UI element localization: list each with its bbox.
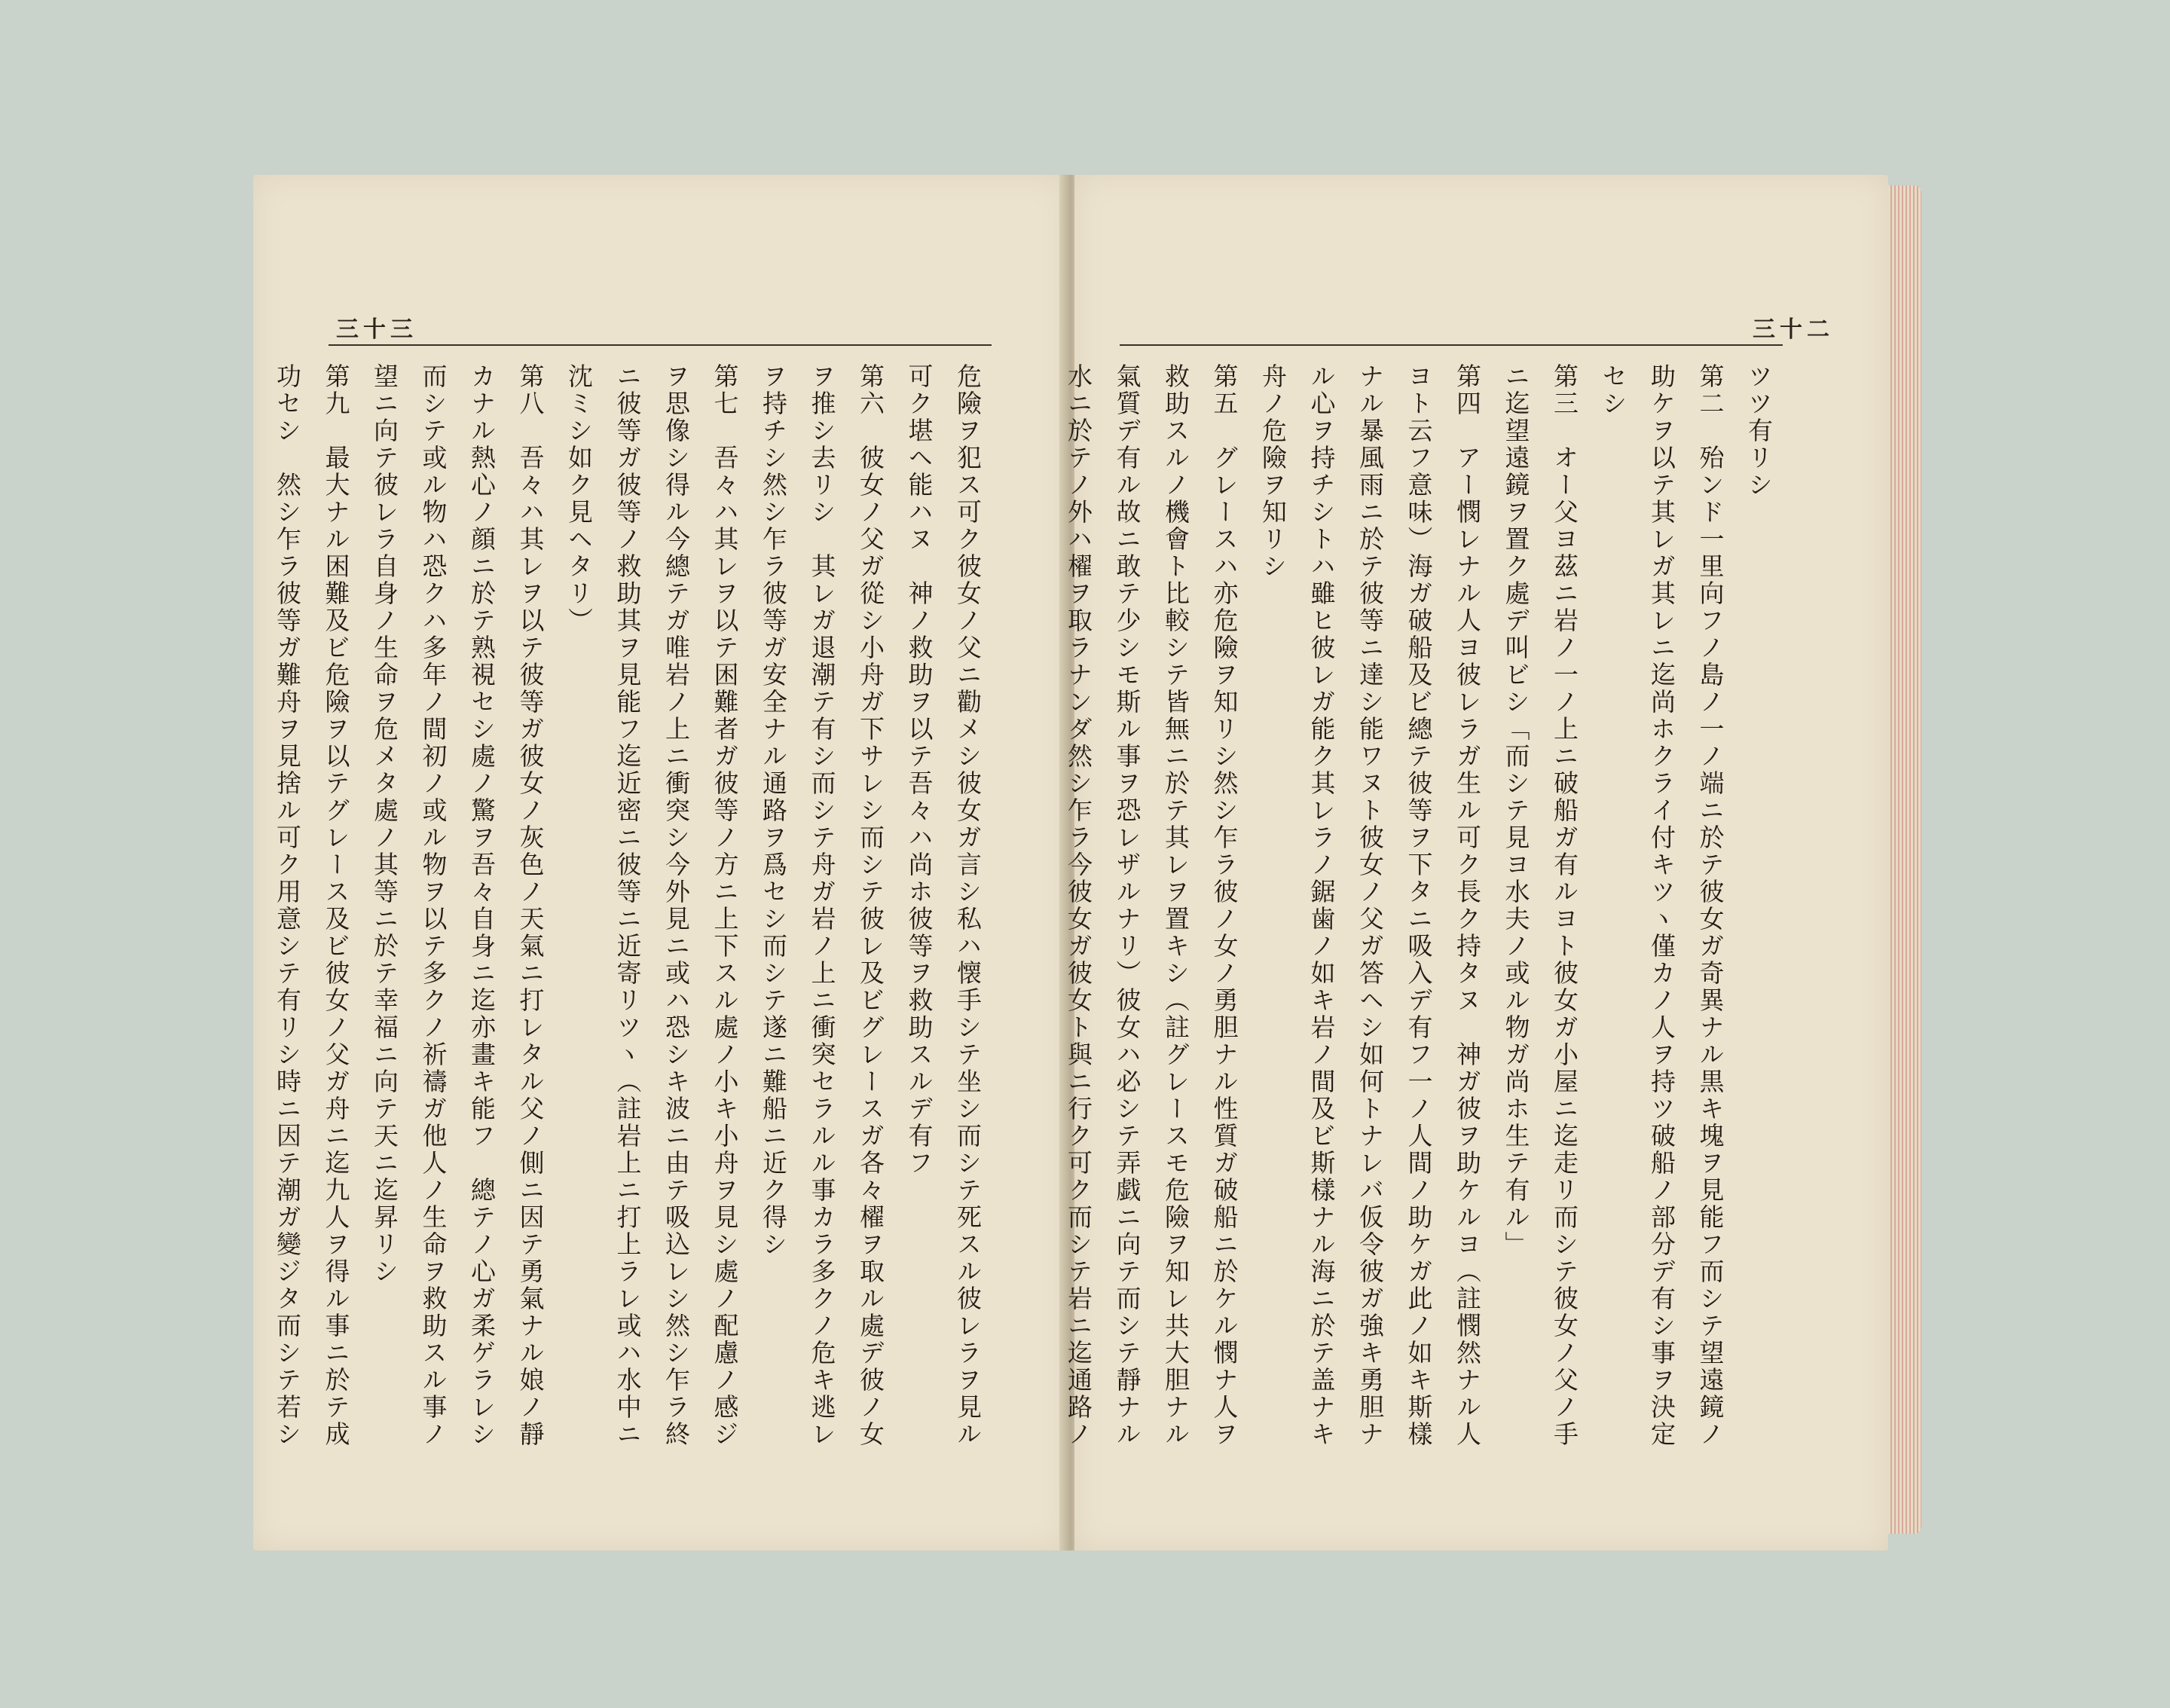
right-page-text xyxy=(1064,363,1783,1523)
page-edges xyxy=(1888,185,1921,1534)
text-line: ヨト云フ意味）海ガ破船及ビ總テ彼等ヲ下タニ吸入デ有フ一ノ人間ノ助ケガ此ノ如キ斯樣 xyxy=(1404,363,1434,1448)
text-line: 第四 アー憫レナル人ヨ彼レラガ生ル可ク長ク持タヌ 神ガ彼ヲ助ケルヨ（註憫然ナル人 xyxy=(1453,363,1482,1448)
text-line: ヲ持チシ然シ乍ラ彼等ガ安全ナル通路ヲ爲セシ而シテ遂ニ難船ニ近ク得シ xyxy=(759,363,788,1258)
right-header-rule xyxy=(1120,344,1783,346)
text-line: カナル熱心ノ顔ニ於テ熟視セシ處ノ驚ヲ吾々自身ニ迄亦畫キ能フ 總テノ心ガ柔ゲラレシ xyxy=(467,363,497,1448)
right-page-number: 三十二 xyxy=(1753,316,1834,343)
text-line: ナル暴風雨ニ於テ彼等ニ達シ能ワヌト彼女ノ父ガ答ヘシ如何トナレバ仮令彼ガ強キ勇胆ナ xyxy=(1355,363,1385,1448)
text-line: 功セシ 然シ乍ラ彼等ガ難舟ヲ見捨ル可ク用意シテ有リシ時ニ因テ潮ガ變ジタ而シテ若シ xyxy=(273,363,302,1448)
text-line: 沈ミシ如ク見ヘタリ） xyxy=(564,363,594,634)
text-line: ヲ思像シ得ル今總テガ唯岩ノ上ニ衝突シ今外見ニ或ハ恐シキ波ニ由テ吸込レシ然シ乍ラ終 xyxy=(662,363,691,1448)
text-line: 救助スルノ機會ト比較シテ皆無ニ於テ其レヲ置キシ（註グレースモ危險ヲ知レ共大胆ナル xyxy=(1161,363,1190,1448)
text-line: ヲ推シ去リシ 其レガ退潮テ有シ而シテ舟ガ岩ノ上ニ衝突セラルル事カラ多クノ危キ逃レ xyxy=(807,363,837,1448)
text-line: ル心ヲ持チシトハ雖ヒ彼レガ能ク其レラノ鋸歯ノ如キ岩ノ間及ビ斯樣ナル海ニ於テ盖ナキ xyxy=(1307,363,1337,1448)
text-line: 第二 殆ンド一里向フノ島ノ一ノ端ニ於テ彼女ガ奇異ナル黒キ塊ヲ見能フ而シテ望遠鏡ノ xyxy=(1695,363,1725,1448)
text-line: 第五 グレースハ亦危險ヲ知リシ然シ乍ラ彼ノ女ノ勇胆ナル性質ガ破船ニ於ケル憫ナ人ヲ xyxy=(1209,363,1239,1448)
text-line: 而シテ或ル物ハ恐クハ多年ノ間初ノ或ル物ヲ以テ多クノ祈禱ガ他人ノ生命ヲ救助スル事ノ xyxy=(418,363,448,1448)
open-book xyxy=(253,175,1929,1551)
text-line: セシ xyxy=(1598,363,1628,417)
text-line: 第六 彼女ノ父ガ從シ小舟ガ下サレシ而シテ彼レ及ビグレースガ各々櫂ヲ取ル處デ彼ノ女 xyxy=(856,363,885,1448)
left-page-text xyxy=(273,363,992,1523)
left-header-rule xyxy=(329,344,992,346)
text-line: 舟ノ危險ヲ知リシ xyxy=(1258,363,1288,580)
text-line: 第八 吾々ハ其レヲ以テ彼等ガ彼女ノ灰色ノ天氣ニ打レタル父ノ側ニ因テ勇氣ナル娘ノ靜 xyxy=(515,363,546,1448)
right-page xyxy=(1064,175,1888,1551)
left-page-number: 三十三 xyxy=(336,316,417,343)
text-line: 危險ヲ犯ス可ク彼女ノ父ニ勸メシ彼女ガ言シ私ハ懐手シテ坐シ而シテ死スル彼レラヲ見ル xyxy=(953,363,983,1448)
text-line: ツツ有リシ xyxy=(1744,363,1774,499)
text-line: 可ク堪ヘ能ハヌ 神ノ救助ヲ以テ吾々ハ尚ホ彼等ヲ救助スルデ有フ xyxy=(904,363,934,1177)
left-page xyxy=(253,175,1067,1551)
text-line: ニ迄望遠鏡ヲ置ク處デ叫ビシ「而シテ見ヨ水夫ノ或ル物ガ尚ホ生テ有ル」 xyxy=(1501,363,1531,1258)
text-line: 第三 オー父ヨ茲ニ岩ノ一ノ上ニ破船ガ有ルヨト彼女ガ小屋ニ迄走リ而シテ彼女ノ父ノ手 xyxy=(1550,363,1579,1448)
text-line: 第七 吾々ハ其レヲ以テ困難者ガ彼等ノ方ニ上下スル處ノ小キ小舟ヲ見シ處ノ配慮ノ感ジ xyxy=(710,363,740,1448)
text-line: 助ケヲ以テ其レガ其レニ迄尚ホクライ付キツヽ僅カノ人ヲ持ツ破船ノ部分デ有シ事ヲ決定 xyxy=(1647,363,1676,1448)
text-line: 望ニ向テ彼レラ自身ノ生命ヲ危メタ處ノ其等ニ於テ幸福ニ向テ天ニ迄昇リシ xyxy=(370,363,399,1285)
text-line: 水ニ於テノ外ハ櫂ヲ取ラナンダ然シ乍ラ今彼女ガ彼女ト與ニ行ク可ク而シテ岩ニ迄通路ノ xyxy=(1064,363,1093,1448)
text-line: 第九 最大ナル困難及ビ危險ヲ以テグレース及ビ彼女ノ父ガ舟ニ迄九人ヲ得ル事ニ於テ成 xyxy=(321,363,351,1448)
text-line: ニ彼等ガ彼等ノ救助其ヲ見能フ迄近密ニ彼等ニ近寄リツヽ（註岩上ニ打上ラレ或ハ水中ニ xyxy=(613,363,643,1448)
text-line: 氣質デ有ル故ニ敢テ少シモ斯ル事ヲ恐レザルナリ）彼女ハ必シテ弄戯ニ向テ而シテ靜ナル xyxy=(1112,363,1142,1448)
